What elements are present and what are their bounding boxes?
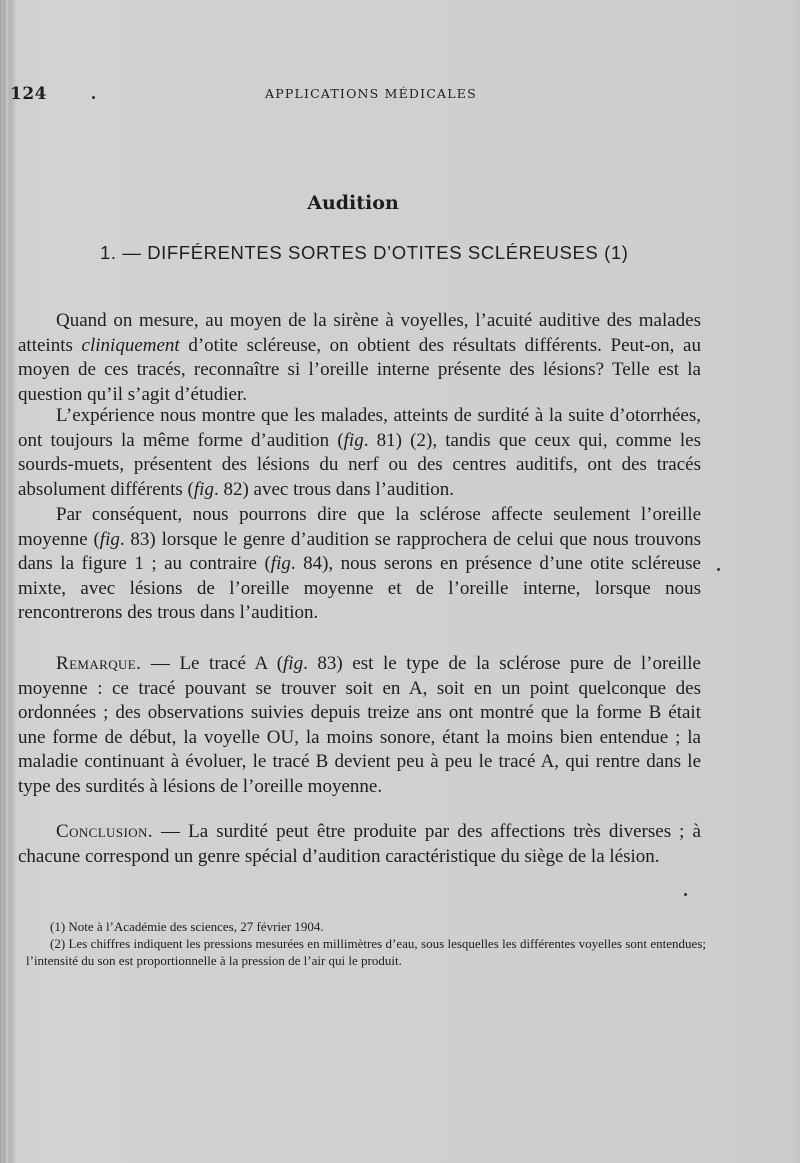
figure-ref: fig: [270, 553, 291, 575]
figure-ref: fig: [343, 429, 364, 451]
print-speck: [717, 568, 720, 571]
paragraph-3-text-a: Par conséquent, nous pourrons dire que la sclérose affecte seulement l’oreille moyenne (: [18, 504, 701, 550]
footnote-2: (2) Les chiffres indiquent les pressions mesurées en millimètres d’eau, sous lesquelles les différentes voyelles sont entendues; l’intensité du son est proportionnelle à la pression de l’air qui le produit.: [26, 936, 706, 968]
paragraph-3-text-c: . 84), nous serons en présence d’une otite scléreuse mixte, avec lésions de l’oreille moyenne et de l’oreille interne, lorsque nous rencontrerons des trous dans l’audition.: [18, 553, 701, 624]
page-number: 124: [10, 84, 47, 104]
paragraph-3: [18, 503, 701, 626]
paragraph-2-text-c: . 82) avec trous dans l’audition.: [213, 478, 455, 500]
running-title: APPLICATIONS MÉDICALES: [265, 86, 477, 101]
remark-paragraph: [18, 652, 701, 800]
conclusion-paragraph: [18, 820, 701, 869]
paragraph-2-text-a: L’expérience nous montre que les malades, atteints de surdité à la suite d’otorrhées, ont toujours la même forme d’audition (: [18, 405, 701, 451]
remark-label: Remarque.: [56, 653, 142, 674]
figure-ref: fig: [193, 478, 214, 500]
paragraph-2-text-b: . 81) (2), tandis que ceux qui, comme les sourds-muets, présentent des lésions du nerf ou des centres auditifs, ont des tracés absolument différents (: [18, 429, 701, 500]
conclusion-label: Conclusion.: [56, 821, 153, 842]
footnote-1: (1) Note à l’Académie des sciences, 27 février 1904.: [50, 919, 324, 934]
paragraph-1: [18, 309, 701, 407]
paragraph-1-text-b: d’otite scléreuse, on obtient des résultats différents. Peut-on, au moyen de ces tracés, reconnaître si l’oreille interne présente des lésions? Telle est la question qu’il s’agit d’étudier.: [18, 334, 701, 405]
paragraph-1-italic: cliniquement: [81, 334, 180, 356]
page-binding-edge: [0, 0, 16, 1163]
print-speck: [92, 96, 95, 99]
figure-ref: fig: [283, 653, 304, 674]
subsection-title: 1. — DIFFÉRENTES SORTES D’OTITES SCLÉREUSES (1): [100, 242, 629, 263]
section-title: Audition: [307, 192, 399, 214]
conclusion-text: — La surdité peut être produite par des affections très diverses ; à chacune correspond un genre spécial d’audition caractéristique du siège de la lésion.: [18, 821, 701, 867]
running-header: [0, 84, 800, 106]
paragraph-2: [18, 404, 701, 502]
paragraph-1-text-a: Quand on mesure, au moyen de la sirène à voyelles, l’acuité auditive des malades atteints: [18, 310, 701, 356]
figure-ref: fig: [99, 528, 120, 550]
print-speck: [684, 893, 687, 896]
paragraph-3-text-b: . 83) lorsque le genre d’audition se rapprochera de celui que nous trouvons dans la figure 1 ; au contraire (: [18, 528, 701, 575]
remark-text-a: — Le tracé A (: [141, 653, 284, 674]
remark-text-b: . 83) est le type de la sclérose pure de l’oreille moyenne : ce tracé pouvant se trouver soit en A, soit en un point quelconque des ordonnées ; des observations suivies depuis treize ans ont montré que la forme B était une forme de début, la voyelle OU, la moins sonore, étant la moins bien entendue ; la maladie continuant à évoluer, le tracé B devient peu à peu le tracé A, qui rentre dans le type des surdités à lésions de l’oreille moyenne.: [18, 653, 701, 797]
footnotes: [26, 918, 706, 969]
